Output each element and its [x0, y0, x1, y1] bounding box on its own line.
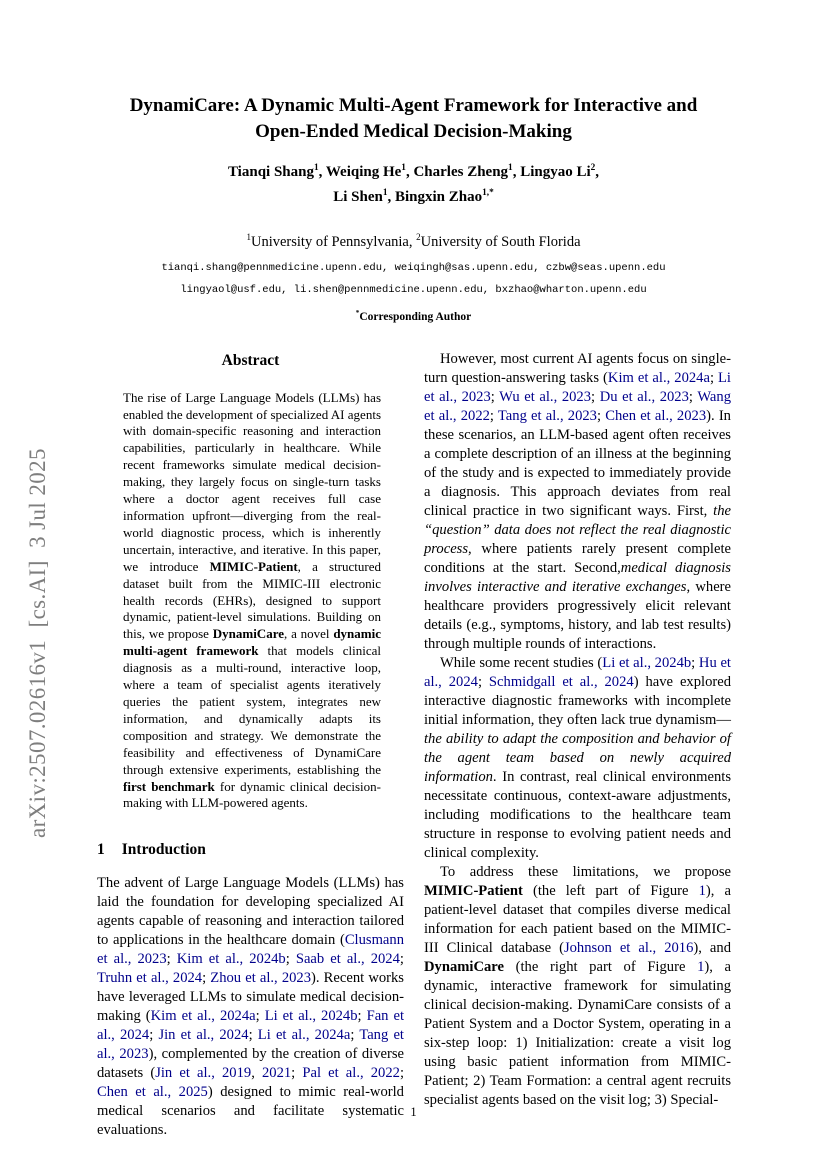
citation-link[interactable]: Tang et al., 2023 [97, 1027, 404, 1063]
text-segment: first benchmark [123, 778, 215, 794]
text-segment: Corresponding Author [359, 310, 472, 323]
abstract-paragraph [123, 390, 381, 813]
text-segment: ; [489, 407, 498, 424]
citation-link[interactable]: Johnson et al., 2016 [563, 939, 694, 956]
citation-link[interactable]: Kim et al., 2024a [607, 369, 710, 386]
right-column [424, 350, 731, 1141]
text-segment: ; [477, 673, 489, 690]
text-segment: (the left part of Figure [522, 882, 699, 899]
text-segment: ; [596, 407, 606, 424]
affiliations [0, 228, 827, 252]
authors-line-2 [0, 183, 827, 208]
text-segment: University of Pennsylvania, [250, 233, 417, 250]
citation-link[interactable]: Tang et al., 2023 [497, 407, 597, 424]
citation-link[interactable]: Clusmann et al., 2023 [97, 932, 404, 968]
text-segment: 1 [246, 232, 251, 242]
section-title: Introduction [121, 841, 206, 859]
text-segment: ; [688, 388, 698, 405]
text-segment: MIMIC-Patient [209, 558, 298, 574]
text-segment: University of South Florida [420, 233, 581, 250]
text-segment: medical diagnosis involves interactive and iterative exchanges [424, 559, 731, 595]
text-segment: , where patients rarely present complete conditions at the start. Second, [424, 540, 731, 576]
citation-link[interactable]: Wang et al., 2022 [424, 388, 731, 424]
text-segment: ; [248, 1027, 258, 1044]
emails-line-1: tianqi.shang@pennmedicine.upenn.edu, weiqingh@sas.upenn.edu, czbw@seas.upenn.edu [161, 261, 666, 274]
citation-link[interactable]: Jin et al., 2019 [155, 1065, 252, 1082]
citation-link[interactable]: Li et al., 2024b [264, 1008, 358, 1025]
text-segment: ), and [693, 939, 732, 956]
text-segment: the ability to adapt the composition and behavior of the agent team based on newly acquired information [424, 730, 731, 785]
text-segment: 1 [313, 163, 319, 173]
text-segment: The advent of Large Language Models (LLMs) has laid the foundation for developing specialized AI agents capable of reasoning and interaction tailored to applications in the healthcare domain ( [97, 875, 404, 949]
text-segment: , Weiqing He [318, 164, 402, 180]
text-segment: ; [166, 951, 177, 968]
text-segment: 2 [590, 163, 596, 173]
text-segment: the “question” data does not reflect the real diagnostic process [424, 502, 731, 557]
text-segment: 1 [401, 163, 406, 173]
paper-header [0, 0, 827, 323]
text-segment: 2 [416, 232, 421, 242]
text-segment: , Charles Zheng [405, 164, 509, 180]
emails-line-2: lingyaol@usf.edu, li.shen@pennmedicine.upenn.edu, bxzhao@wharton.upenn.edu [180, 283, 647, 296]
text-segment: , where healthcare providers progressively elicit relevant details (e.g., symptoms, history, and lab test results) through multiple rounds of interactions. [424, 578, 732, 652]
text-segment: ; [202, 970, 211, 987]
citation-link[interactable]: Zhou et al., 2023 [210, 970, 312, 987]
text-segment: The rise of Large Language Models (LLMs) has enabled the development of specialized AI agents with domain-specific reasoning and interaction capabilities, particularly in healthcare. While recent frameworks simulate medical decision-making, they largely focus on single-turn tasks where a doctor agent receives full case information upfront—diverging from the real-world diagnostic process, which is inherently uncertain, interactive, and iterative. In this paper, we introduce [123, 389, 381, 574]
citation-link[interactable]: 1 [698, 882, 706, 899]
text-segment: ; [357, 1008, 367, 1025]
citation-link[interactable]: Kim et al., 2024a [150, 1008, 256, 1025]
citation-link[interactable]: Chen et al., 2023 [605, 407, 707, 424]
text-segment: . In contrast, real clinical environments necessitate continuous, context-aware adjustments, including modifications to the healthcare team structure in response to evolving patient needs and clinical complexity. [424, 768, 731, 861]
citation-link[interactable]: Du et al., 2023 [599, 388, 689, 405]
text-segment: DynamiCare [212, 626, 285, 642]
text-segment: MIMIC-Patient [424, 882, 523, 899]
authors-block [0, 158, 827, 208]
citation-link[interactable]: Truhn et al., 2024 [97, 970, 203, 987]
intro-paragraph-2 [424, 350, 731, 654]
text-segment: (the right part of Figure [504, 958, 698, 975]
text-segment: ). Recent works have leveraged LLMs to simulate medical decision-making ( [97, 970, 404, 1025]
corresponding-author-note [0, 309, 827, 323]
intro-paragraph-3 [424, 654, 731, 863]
paper-title: DynamiCare: A Dynamic Multi-Agent Framework for Interactive and Open-Ended Medical Decision-Making [129, 95, 698, 142]
citation-link[interactable]: Li et al., 2023 [424, 369, 731, 405]
text-segment: ) have explored interactive diagnostic frameworks with incomplete initial information, they often lack true dynamism— [424, 673, 732, 728]
intro-paragraph-1 [97, 874, 404, 1140]
text-segment: ; [591, 388, 600, 405]
text-segment: , [251, 1065, 262, 1082]
text-segment: , Bingxin Zhao [387, 189, 483, 205]
arxiv-watermark: arXiv:2507.02616v1 [cs.AI] 3 Jul 2025 [25, 448, 50, 838]
citation-link[interactable]: Li et al., 2024a [257, 1027, 351, 1044]
text-segment: ; [709, 369, 719, 386]
text-segment: that models clinical diagnosis as a multi-round, interactive loop, where a team of specialist agents iteratively queries the patient system, integrates new information, and dynamically adapts its composition and strategy. We demonstrate the feasibility and effectiveness of DynamiCare through extensive experiments, establishing the [123, 643, 382, 777]
text-segment: While some recent studies ( [440, 654, 603, 671]
citation-link[interactable]: Chen et al., 2025 [97, 1084, 208, 1101]
text-segment: ), a patient-level dataset that compiles diverse medical information for each patient based on the MIMIC-III Clinical database ( [424, 882, 731, 956]
text-segment: Tianqi Shang [227, 164, 314, 180]
text-segment: ; [291, 1065, 303, 1082]
text-segment: * [355, 308, 360, 317]
abstract-heading: Abstract [221, 351, 280, 369]
text-segment: ; [399, 951, 404, 968]
text-segment: ; [255, 1008, 265, 1025]
text-segment: ), complemented by the creation of diverse datasets ( [97, 1046, 405, 1082]
two-column-body [0, 350, 827, 1141]
citation-link[interactable]: Fan et al., 2024 [97, 1008, 405, 1044]
citation-link[interactable]: Saab et al., 2024 [295, 951, 400, 968]
citation-link[interactable]: Hu et al., 2024 [424, 654, 731, 690]
citation-link[interactable]: Li et al., 2024b [602, 654, 692, 671]
citation-link[interactable]: Jin et al., 2024 [158, 1027, 249, 1044]
citation-link[interactable]: Kim et al., 2024b [176, 951, 286, 968]
text-segment: DynamiCare [424, 958, 504, 975]
authors-line-1 [0, 158, 827, 183]
text-segment: ). In these scenarios, an LLM-based agent often receives a complete description of an illness at the beginning of the study and is expected to immediately provide a diagnosis. This approach deviates from real clinical practice in two significant ways. First, [424, 407, 731, 519]
text-segment: ) designed to mimic real-world medical scenarios and facilitate systematic evaluations. [97, 1084, 404, 1139]
text-segment: , a structured dataset built from the MIMIC-III electronic health records (EHRs), designed to support dynamic, patient-level simulations. Building on this, we propose [123, 558, 381, 642]
citation-link[interactable]: 2021 [261, 1065, 292, 1082]
citation-link[interactable]: Schmidgall et al., 2024 [488, 673, 634, 690]
text-segment: ), a dynamic, interactive framework for simulating clinical decision-making. DynamiCare consists of a Patient System and a Doctor System, operating in a six-step loop: 1) Initialization: create a visit log using basic patient information from MIMIC-Patient; 2) Team Formation: a central agent recruits specialist agents based on the visit log; 3) Special- [424, 958, 732, 1108]
text-segment: 1 [382, 188, 388, 198]
text-segment: dynamic multi-agent framework [123, 626, 381, 659]
citation-link[interactable]: Pal et al., 2022 [302, 1065, 400, 1082]
text-segment: ; [285, 951, 296, 968]
citation-link[interactable]: 1 [697, 958, 705, 975]
left-column [97, 350, 404, 1141]
text-segment: ; [399, 1065, 404, 1082]
section-number: 1 [97, 841, 105, 859]
text-segment: 1 [508, 163, 513, 173]
text-segment: ; [691, 654, 699, 671]
citation-link[interactable]: Wu et al., 2023 [499, 388, 592, 405]
text-segment: , [595, 164, 600, 180]
text-segment: To address these limitations, we propose [440, 863, 731, 880]
text-segment: for dynamic clinical decision-making with LLM-powered agents. [123, 778, 381, 811]
text-segment: 1,* [482, 188, 494, 198]
text-segment: ; [350, 1027, 360, 1044]
page-number: 1 [410, 1105, 417, 1119]
text-segment: ; [490, 388, 500, 405]
section-heading-introduction [97, 841, 404, 859]
text-segment: Li Shen [333, 189, 383, 205]
text-segment: , a novel [284, 626, 334, 642]
text-segment: , Lingyao Li [512, 164, 591, 180]
text-segment: However, most current AI agents focus on single-turn question-answering tasks ( [424, 350, 731, 386]
text-segment: ; [149, 1027, 159, 1044]
intro-paragraph-4 [424, 863, 731, 1110]
